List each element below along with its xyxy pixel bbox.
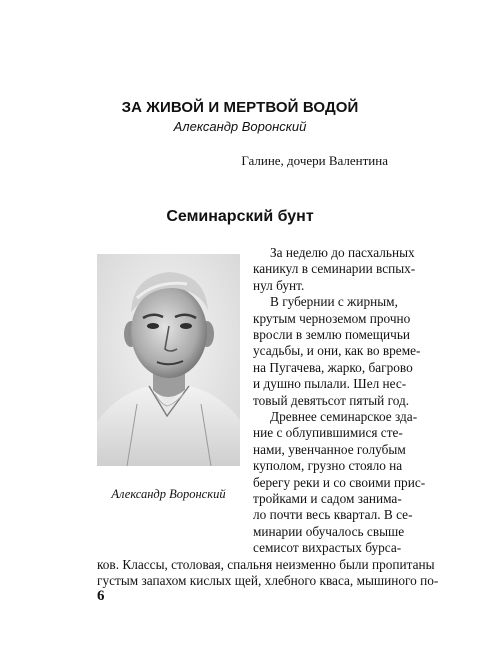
photo-caption: Александр Воронский bbox=[111, 487, 226, 501]
text-line: крутым черноземом прочно bbox=[253, 310, 411, 326]
text-line: тройками и садом занима- bbox=[253, 491, 402, 506]
section-title: Семинарский бунт bbox=[166, 208, 314, 225]
text-line: нами, увенчанное голубым bbox=[253, 441, 406, 457]
text-line: каникул в семинарии вспых- bbox=[253, 261, 416, 277]
text-line: вросли в землю помещичьи bbox=[253, 327, 410, 342]
text-line: усадьбы, и они, как во време- bbox=[253, 343, 421, 359]
author-portrait-photo bbox=[97, 254, 240, 466]
text-line: Древнее семинарское зда- bbox=[270, 409, 418, 424]
text-line: на Пугачева, жарко, багрово bbox=[253, 359, 413, 375]
text-line-full: ков. Классы, столовая, спальня неизменно были пропитаны bbox=[97, 556, 435, 572]
text-line: В губернии с жирным, bbox=[270, 294, 398, 310]
text-line: За неделю до пасхальных bbox=[270, 245, 415, 260]
page-number: 6 bbox=[97, 588, 105, 604]
text-line: берегу реки и со своими прис- bbox=[253, 474, 426, 490]
text-line: семисот вихрастых бурса- bbox=[253, 540, 402, 556]
text-line: ние с облупившимися сте- bbox=[253, 425, 403, 441]
book-author: Александр Воронский bbox=[173, 119, 307, 134]
book-title: ЗА ЖИВОЙ И МЕРТВОЙ ВОДОЙ bbox=[121, 99, 359, 116]
text-line: товый девятьсот пятый год. bbox=[253, 392, 410, 408]
text-line: куполом, грузно стояло на bbox=[253, 458, 403, 474]
dedication: Галине, дочери Валентина bbox=[241, 153, 388, 168]
text-line: и душно пылали. Шел нес- bbox=[253, 376, 407, 392]
text-line-full: густым запахом кислых щей, хлебного кваса, мышиного по- bbox=[97, 573, 439, 588]
text-line: нул бунт. bbox=[253, 277, 305, 293]
text-line: ло почти весь квартал. В се- bbox=[253, 507, 413, 523]
text-line: минарии обучалось свыше bbox=[253, 523, 405, 539]
